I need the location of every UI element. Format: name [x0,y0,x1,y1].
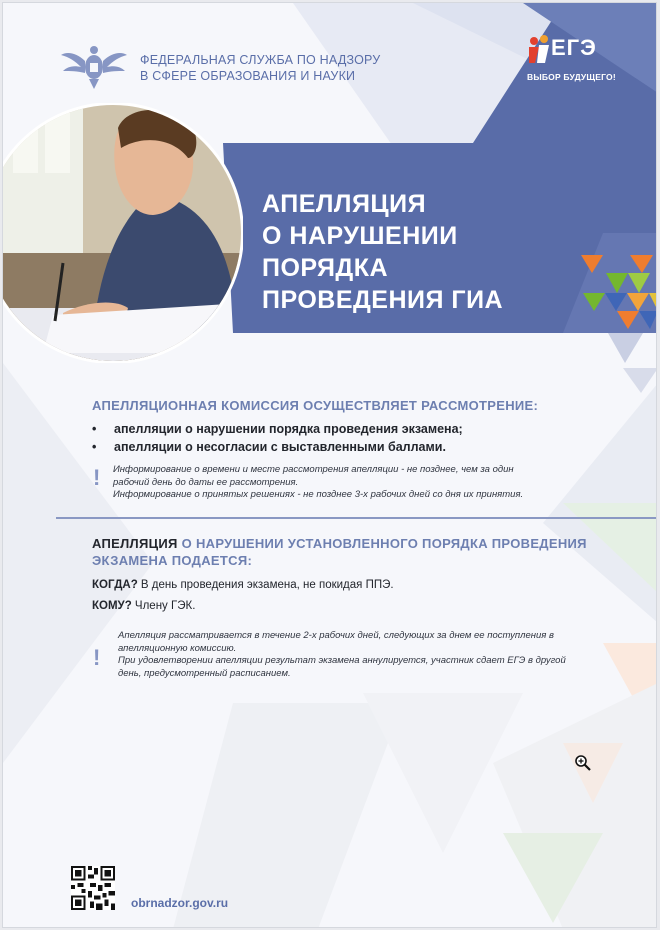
ege-logo-word: ЕГЭ [551,35,597,60]
fns-emblem-icon [59,43,129,91]
agency-name-line1: ФЕДЕРАЛЬНАЯ СЛУЖБА ПО НАДЗОРУ [140,53,381,67]
when-row [92,579,394,591]
poster-headline [262,188,503,316]
exclamation-icon: ! [93,465,101,490]
submission-title-line2: ЭКЗАМЕНА ПОДАЕТСЯ: [92,553,253,568]
ege-slogan: ВЫБОР БУДУЩЕГО! [527,72,616,82]
when-label: КОГДА? [92,579,138,591]
note-line: Информирование о времени и месте рассмотрения апелляции - не позднее, чем за один [113,464,514,475]
headline-line-3: ПОРЯДКА [262,254,389,282]
when-text: В день проведения экзамена, не покидая ППЭ. [137,579,394,591]
section-divider [56,517,657,519]
headline-line-4: ПРОВЕДЕНИЯ ГИА [262,286,504,314]
info-note [113,464,523,502]
list-item: • апелляции о нарушении порядка проведения экзамена; [92,420,463,438]
review-note [118,630,566,680]
whom-row [92,600,195,612]
note-line: Апелляция рассматривается в течение 2-х рабочих дней, следующих за днем ее поступления в [118,630,554,641]
submission-title-rest: О НАРУШЕНИИ УСТАНОВЛЕННОГО ПОРЯДКА ПРОВЕДЕНИЯ [177,536,587,551]
whom-text: Члену ГЭК. [131,600,196,612]
submission-title [92,535,587,569]
note-line: При удовлетворении апелляции результат экзамена аннулируется, участник сдает ЕГЭ в другой [118,655,566,666]
submission-title-keyword: АПЕЛЛЯЦИЯ [92,536,178,551]
list-item: • апелляции о несогласии с выставленными баллами. [92,438,463,456]
agency-name-line2: В СФЕРЕ ОБРАЗОВАНИЯ И НАУКИ [140,69,356,83]
note-line: апелляционную комиссию. [118,642,237,654]
note-line: рабочий день до даты ее рассмотрения. [113,476,299,488]
agency-name [140,52,380,84]
whom-label: КОМУ? [92,600,132,612]
note-line: Информирование о принятых решениях - не позднее 3-х рабочих дней со дня их принятия. [113,489,524,500]
exclamation-icon: ! [93,645,101,670]
note-line: день, предусмотренный расписанием. [118,667,291,679]
headline-line-2: О НАРУШЕНИИ [262,222,458,250]
website-link[interactable]: obrnadzor.gov.ru [131,896,229,910]
zoom-in-icon[interactable] [574,754,592,772]
commission-title: АПЕЛЛЯЦИОННАЯ КОМИССИЯ ОСУЩЕСТВЛЯЕТ РАССМОТРЕНИЕ: [92,398,539,413]
qr-code-icon [71,866,115,910]
poster-page [2,2,657,928]
student-photo [3,103,243,363]
headline-line-1: АПЕЛЛЯЦИЯ [262,190,427,218]
appeal-types-list [92,420,463,456]
